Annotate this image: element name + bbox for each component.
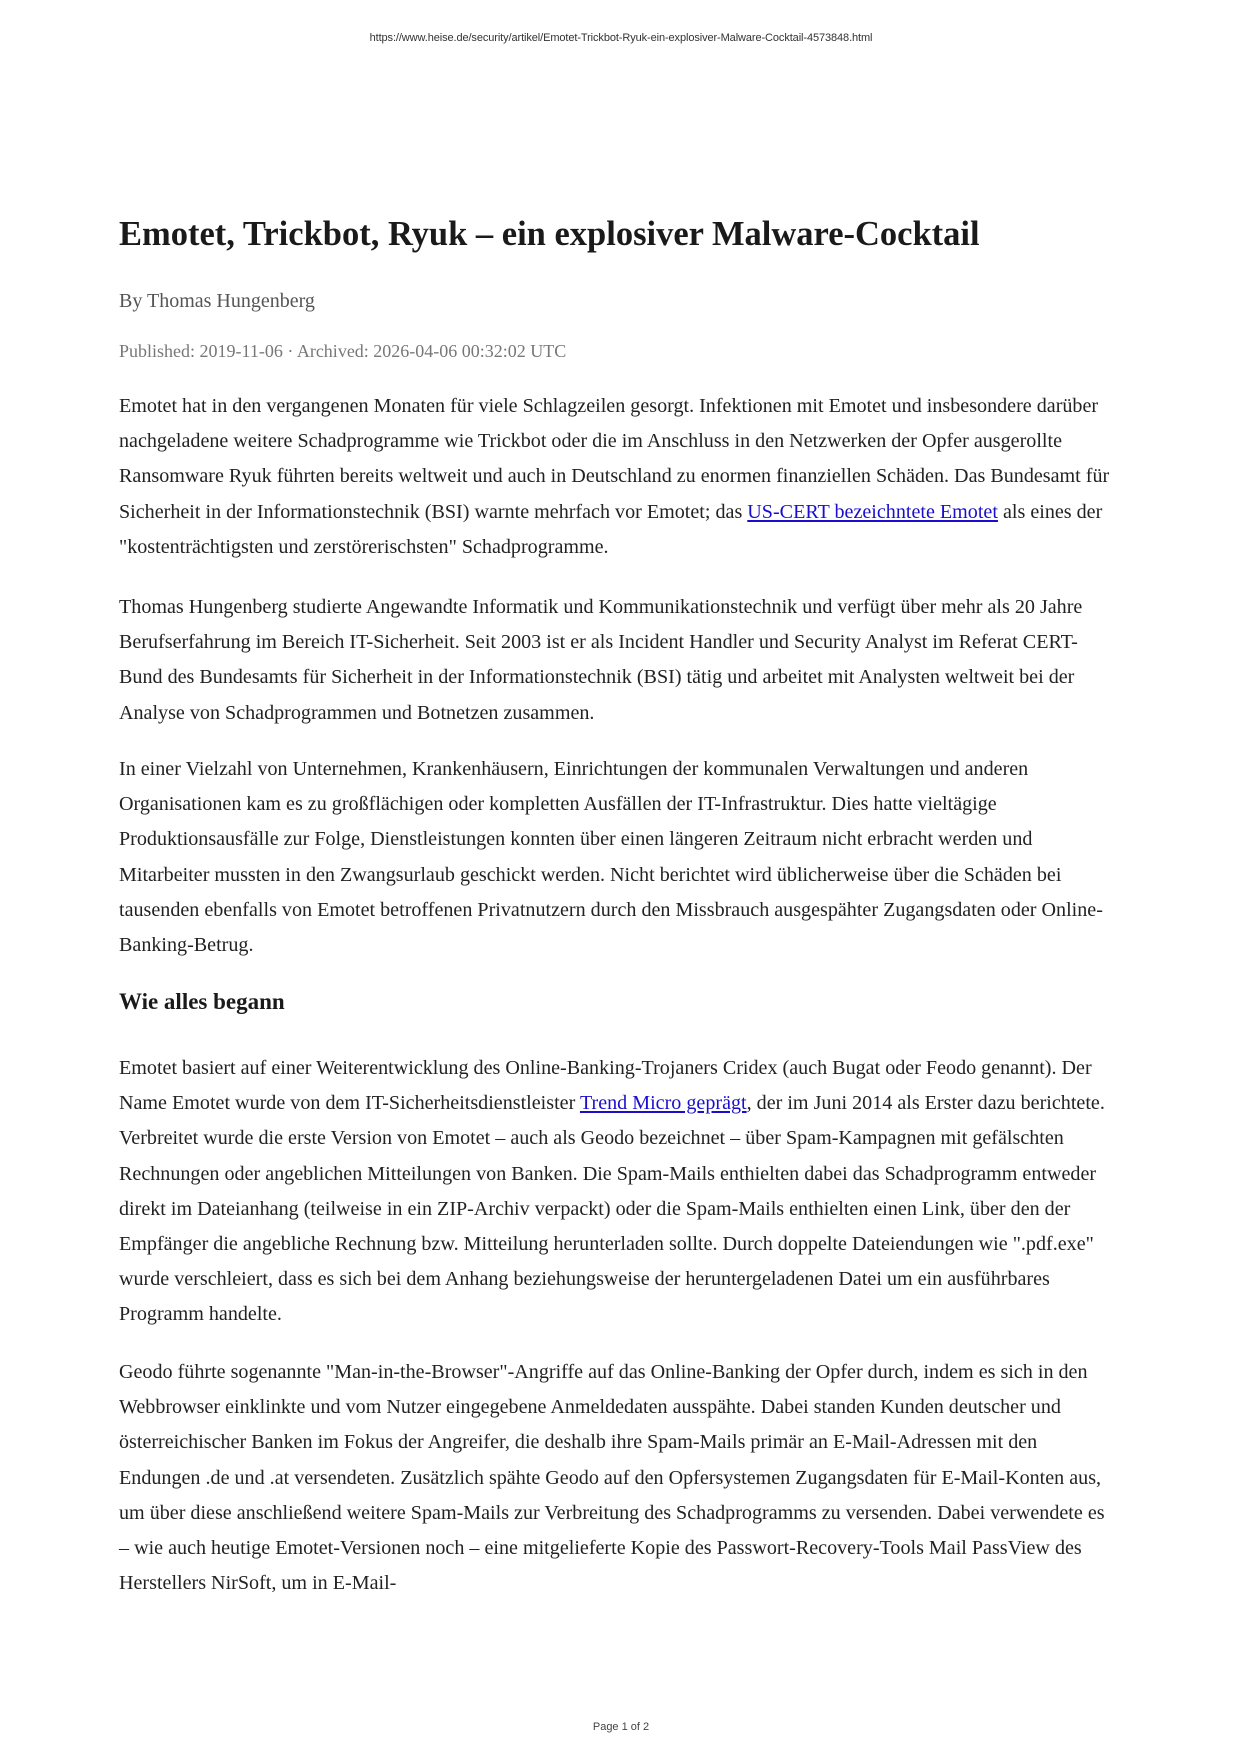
page-number: Page 1 of 2 bbox=[592, 1721, 650, 1733]
article-publish-meta: Published: 2019-11-06 · Archived: 2026-04-06 00:32:02 UTC bbox=[119, 341, 567, 361]
paragraph-author-bio: Thomas Hungenberg studierte Angewandte Informatik und Kommunikationstechnik und verfügt über mehr als 20 Jahre Berufserfahrung im Bereich IT-Sicherheit. Seit 2003 ist er als Incident Handler und Security Analyst im Referat CERT-Bund des Bundesamts für Sicherheit in der Informationstechnik (BSI) tätig und arbeitet mit Analysten weltweit bei der Analyse von Schadprogrammen und Botnetzen zusammen. bbox=[119, 596, 1083, 724]
paragraph-text: als eines der "kostenträchtigsten und zerstörerischsten" Schadprogramme. bbox=[119, 500, 1103, 558]
paragraph-origins bbox=[119, 1051, 1119, 1333]
paragraph-text: Emotet basiert auf einer Weiterentwicklung des Online-Banking-Trojaners Cridex (auch Bugat oder Feodo genannt). Der Name Emotet wurde von dem IT-Sicherheitsdienstleister bbox=[119, 1057, 1092, 1115]
page-url-header: https://www.heise.de/security/artikel/Emotet-Trickbot-Ryuk-ein-explosiver-Malware-Cocktail-4573848.html bbox=[369, 32, 873, 44]
us-cert-link[interactable]: US-CERT bezeichntete Emotet bbox=[747, 500, 998, 523]
section-heading: Wie alles begann bbox=[119, 989, 285, 1014]
paragraph-text: Emotet hat in den vergangenen Monaten für viele Schlagzeilen gesorgt. Infektionen mit Emotet und insbesondere darüber nachgeladene weitere Schadprogramme wie Trickbot oder die im Anschluss in den Netzwerken der Opfer ausgerollte Ransomware Ryuk führten bereits weltweit und auch in Deutschland zu enormen finanziellen Schäden. Das Bundesamt für Sicherheit in der Informationstechnik (BSI) warnte mehrfach vor Emotet; das bbox=[119, 395, 1110, 523]
paragraph-geodo: Geodo führte sogenannte "Man-in-the-Browser"-Angriffe auf das Online-Banking der Opfer durch, indem es sich in den Webbrowser einklinkte und vom Nutzer eingegebene Anmeldedaten ausspähte. Dabei standen Kunden deutscher und österreichischer Banken im Fokus der Angreifer, die deshalb ihre Spam-Mails primär an E-Mail-Adressen mit den Endungen .de und .at versendeten. Zusätzlich spähte Geodo auf den Opfersystemen Zugangsdaten für E-Mail-Konten aus, um über diese anschließend weitere Spam-Mails zur Verbreitung des Schadprogramms zu versenden. Dabei verwendete es – wie auch heutige Emotet-Versionen noch – eine mitgelieferte Kopie des Passwort-Recovery-Tools Mail PassView des Herstellers NirSoft, um in E-Mail- bbox=[119, 1361, 1105, 1595]
article-byline: By Thomas Hungenberg bbox=[119, 290, 315, 312]
paragraph-intro bbox=[119, 389, 1119, 565]
article-title: Emotet, Trickbot, Ryuk – ein explosiver Malware-Cocktail bbox=[119, 215, 980, 253]
paragraph-text: , der im Juni 2014 als Erster dazu berichtete. Verbreitet wurde die erste Version von Emotet – auch als Geodo bezeichnet – über Spam-Kampagnen mit gefälschten Rechnungen oder angeblichen Mitteilungen von Banken. Die Spam-Mails enthielten dabei das Schadprogramm entweder direkt im Dateianhang (teilweise in ein ZIP-Archiv verpackt) oder die Spam-Mails enthielten einen Link, über den der Empfänger die angebliche Rechnung bzw. Mitteilung herunterladen sollte. Durch doppelte Dateiendungen wie ".pdf.exe" wurde verschleiert, dass es sich bei dem Anhang beziehungsweise der heruntergeladenen Datei um ein ausführbares Programm handelte. bbox=[119, 1092, 1105, 1326]
paragraph-damages: In einer Vielzahl von Unternehmen, Krankenhäusern, Einrichtungen der kommunalen Verwaltungen und anderen Organisationen kam es zu großflächigen oder kompletten Ausfällen der IT-Infrastruktur. Dies hatte vieltägige Produktionsausfälle zur Folge, Dienstleistungen konnten über einen längeren Zeitraum nicht erbracht werden und Mitarbeiter mussten in den Zwangsurlaub geschickt werden. Nicht berichtet wird üblicherweise über die Schäden bei tausenden ebenfalls von Emotet betroffenen Privatnutzern durch den Missbrauch ausgespähter Zugangsdaten oder Online-Banking-Betrug. bbox=[119, 758, 1103, 957]
trend-micro-link[interactable]: Trend Micro geprägt bbox=[579, 1092, 747, 1115]
